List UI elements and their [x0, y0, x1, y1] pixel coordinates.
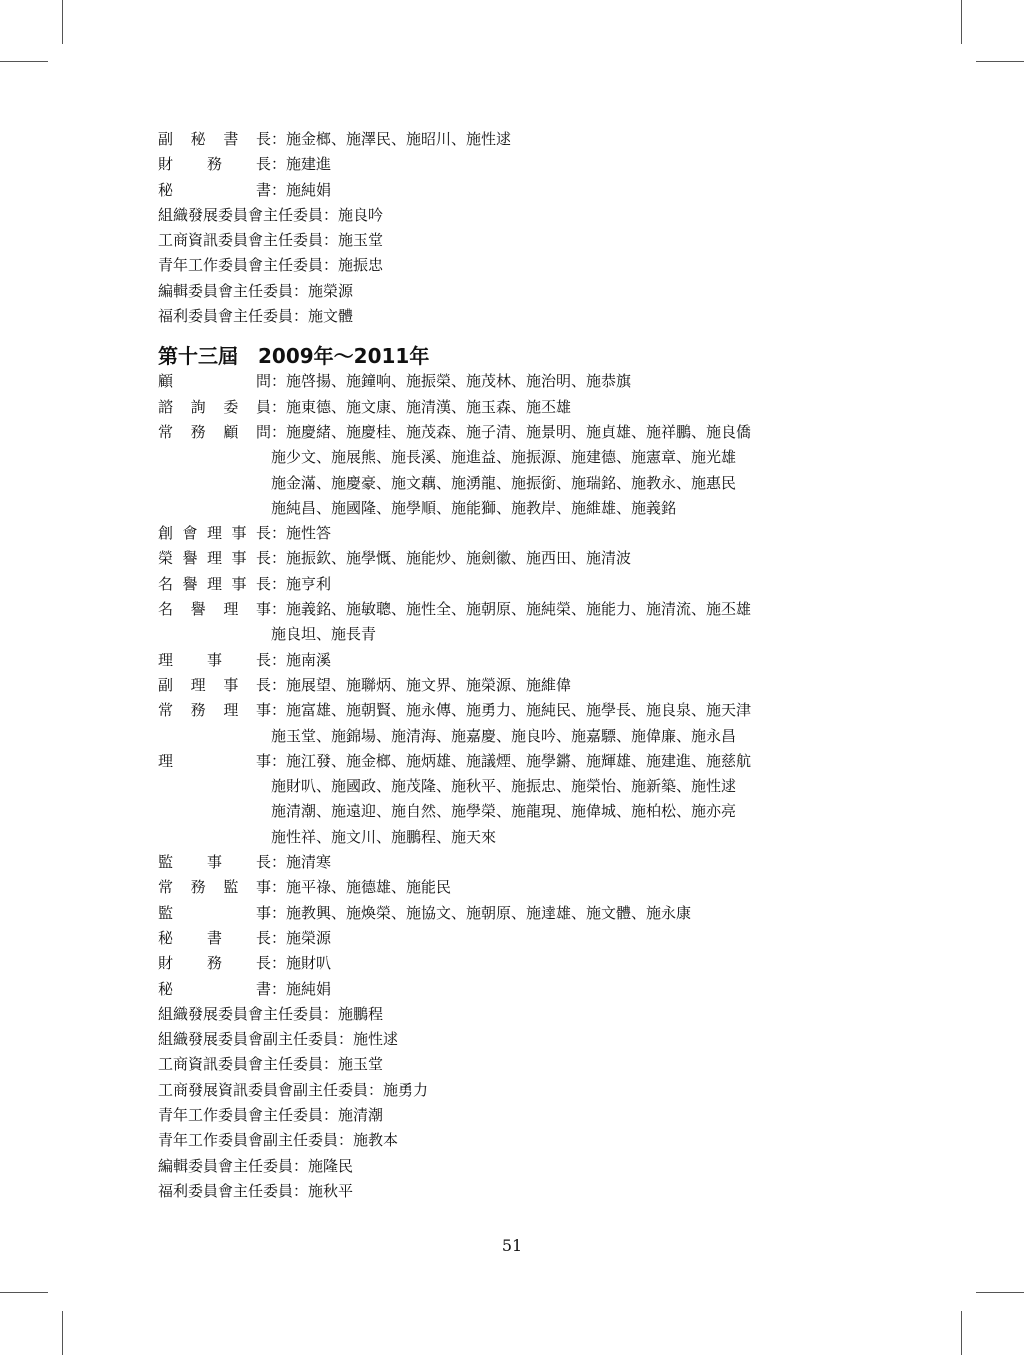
- roster-row: [158, 951, 878, 976]
- member-names: ：施秋平: [293, 1181, 354, 1200]
- roster-row: [158, 875, 878, 900]
- member-names: ：施富雄、施朝賢、施永傳、施勇力、施純民、施學長、施良泉、施天津: [271, 701, 752, 720]
- roster-row: [158, 1002, 878, 1027]
- position-label: 福利委員會主任委員: [158, 307, 294, 326]
- roster-row: [158, 228, 878, 253]
- position-label: 諮詢委員: [158, 397, 271, 416]
- member-names: ：施文體: [293, 307, 354, 326]
- position-label: 青年工作委員會主任委員: [158, 1105, 324, 1124]
- member-names: ：施教本: [338, 1131, 399, 1150]
- roster-continuation: 施清潮、施遠迎、施自然、施學榮、施龍現、施偉城、施柏松、施亦亮: [271, 802, 737, 821]
- roster-row: [158, 304, 878, 329]
- position-label: 副理事長: [158, 675, 271, 694]
- roster-row: [158, 1103, 878, 1128]
- document-body: [158, 127, 878, 1204]
- crop-mark: [0, 61, 48, 62]
- member-names: ：施純娟: [271, 180, 332, 199]
- roster-row: [158, 203, 878, 228]
- crop-mark: [976, 1292, 1024, 1293]
- member-names: ：施勇力: [368, 1080, 429, 1099]
- member-names: ：施清寒: [271, 853, 332, 872]
- member-names: ：施江發、施金榔、施炳雄、施議煙、施學鏘、施輝雄、施建進、施慈航: [271, 751, 752, 770]
- roster-row: [158, 698, 878, 723]
- position-label: 榮譽理事長: [158, 549, 271, 568]
- roster-row: [158, 253, 878, 278]
- roster-row: [158, 369, 878, 394]
- position-label: 工商資訊委員會主任委員: [158, 231, 324, 250]
- roster-row: [158, 648, 878, 673]
- roster-row: [158, 127, 878, 152]
- roster-row: [158, 1154, 878, 1179]
- roster-row: [158, 420, 878, 445]
- member-names: ：施財叭: [271, 954, 332, 973]
- position-label: 創會理事長: [158, 524, 271, 543]
- crop-mark: [961, 1311, 962, 1355]
- position-label: 財務長: [158, 954, 271, 973]
- roster-row: [158, 1078, 878, 1103]
- roster-row: [158, 1027, 878, 1052]
- member-names: ：施鵬程: [323, 1004, 384, 1023]
- member-names: ：施性答: [271, 524, 332, 543]
- member-names: ：施榮源: [293, 281, 354, 300]
- position-label: 理事長: [158, 650, 271, 669]
- member-names: ：施南溪: [271, 650, 332, 669]
- position-label: 名譽理事: [158, 600, 271, 619]
- roster-row: [158, 850, 878, 875]
- position-label: 工商資訊委員會主任委員: [158, 1055, 324, 1074]
- roster-row: [158, 1179, 878, 1204]
- position-label: 顧問: [158, 372, 271, 391]
- roster-row: [158, 546, 878, 571]
- position-label: 福利委員會主任委員: [158, 1181, 294, 1200]
- roster-continuation: 施金滿、施慶豪、施文藕、施湧龍、施振銜、施瑞銘、施教永、施惠民: [271, 473, 737, 492]
- member-names: ：施啓揚、施鐘响、施振榮、施茂林、施治明、施恭旗: [271, 372, 632, 391]
- roster-row: [158, 1052, 878, 1077]
- member-names: ：施義銘、施敏聰、施性全、施朝原、施純榮、施能力、施清流、施丕雄: [271, 600, 752, 619]
- member-names: ：施隆民: [293, 1156, 354, 1175]
- roster-row: [158, 597, 878, 622]
- position-label: 監事長: [158, 853, 271, 872]
- position-label: 名譽理事長: [158, 574, 271, 593]
- position-label: 組織發展委員會主任委員: [158, 1004, 324, 1023]
- roster-continuation: 施少文、施展熊、施長溪、施進益、施振源、施建德、施憲章、施光雄: [271, 448, 737, 467]
- roster-row: [158, 673, 878, 698]
- position-label: 監事: [158, 903, 271, 922]
- member-names: ：施亨利: [271, 574, 332, 593]
- position-label: 秘書長: [158, 928, 271, 947]
- roster-row: [158, 572, 878, 597]
- roster-row: [158, 1128, 878, 1153]
- position-label: 理事: [158, 751, 271, 770]
- roster-row: [158, 279, 878, 304]
- member-names: ：施金榔、施澤民、施昭川、施性逑: [271, 130, 512, 148]
- crop-mark: [961, 0, 962, 44]
- position-label: 組織發展委員會副主任委員: [158, 1030, 339, 1049]
- member-names: ：施振欽、施學慨、施能炒、施劍徽、施西田、施清波: [271, 549, 632, 568]
- member-names: ：施教興、施煥榮、施協文、施朝原、施達雄、施文體、施永康: [271, 903, 692, 922]
- member-names: ：施純娟: [271, 979, 332, 998]
- roster-row: [158, 926, 878, 951]
- member-names: ：施慶緒、施慶桂、施茂森、施子清、施景明、施貞雄、施祥鵬、施良僑: [271, 422, 752, 441]
- position-label: 編輯委員會主任委員: [158, 1156, 294, 1175]
- member-names: ：施平祿、施德雄、施能民: [271, 878, 452, 897]
- roster-continuation: 施玉堂、施錦場、施清海、施嘉慶、施良吟、施嘉驃、施偉廉、施永昌: [271, 726, 737, 745]
- member-names: ：施建進: [271, 155, 332, 174]
- position-label: 常務監事: [158, 878, 271, 897]
- position-label: 秘書: [158, 979, 271, 998]
- member-names: ：施良吟: [323, 205, 384, 224]
- roster-continuation: 施純昌、施國隆、施學順、施能獅、施教岸、施維雄、施義銘: [271, 498, 677, 517]
- member-names: ：施展望、施聯炳、施文界、施榮源、施維偉: [271, 675, 572, 694]
- member-names: ：施性逑: [338, 1030, 399, 1049]
- roster-row: [158, 178, 878, 203]
- crop-mark: [976, 61, 1024, 62]
- roster-row: [158, 152, 878, 177]
- position-label: 常務理事: [158, 701, 271, 720]
- member-names: ：施榮源: [271, 928, 332, 947]
- position-label: 財務長: [158, 155, 271, 174]
- roster-continuation: 施財叭、施國政、施茂隆、施秋平、施振忠、施榮怡、施新築、施性逑: [271, 777, 737, 796]
- page-number: 51: [501, 1236, 523, 1255]
- crop-mark: [62, 0, 63, 44]
- position-label: 組織發展委員會主任委員: [158, 205, 324, 224]
- position-label: 工商發展資訊委員會副主任委員: [158, 1080, 369, 1099]
- position-label: 青年工作委員會副主任委員: [158, 1131, 339, 1150]
- position-label: 副秘書長: [158, 130, 271, 148]
- member-names: ：施清潮: [323, 1105, 384, 1124]
- roster-row: [158, 521, 878, 546]
- member-names: ：施玉堂: [323, 231, 384, 250]
- crop-mark: [0, 1292, 48, 1293]
- position-label: 青年工作委員會主任委員: [158, 256, 324, 275]
- member-names: ：施玉堂: [323, 1055, 384, 1074]
- member-names: ：施振忠: [323, 256, 384, 275]
- position-label: 常務顧問: [158, 422, 271, 441]
- crop-mark: [62, 1311, 63, 1355]
- member-names: ：施東德、施文康、施清漢、施玉森、施丕雄: [271, 397, 572, 416]
- roster-row: [158, 395, 878, 420]
- roster-row: [158, 901, 878, 926]
- position-label: 秘書: [158, 180, 271, 199]
- roster-continuation: 施性祥、施文川、施鵬程、施天來: [271, 827, 497, 846]
- roster-continuation: 施良坦、施長青: [271, 625, 377, 644]
- section-heading: 第十三屆 2009年～2011年: [158, 344, 430, 369]
- position-label: 編輯委員會主任委員: [158, 281, 294, 300]
- roster-row: [158, 977, 878, 1002]
- roster-row: [158, 749, 878, 774]
